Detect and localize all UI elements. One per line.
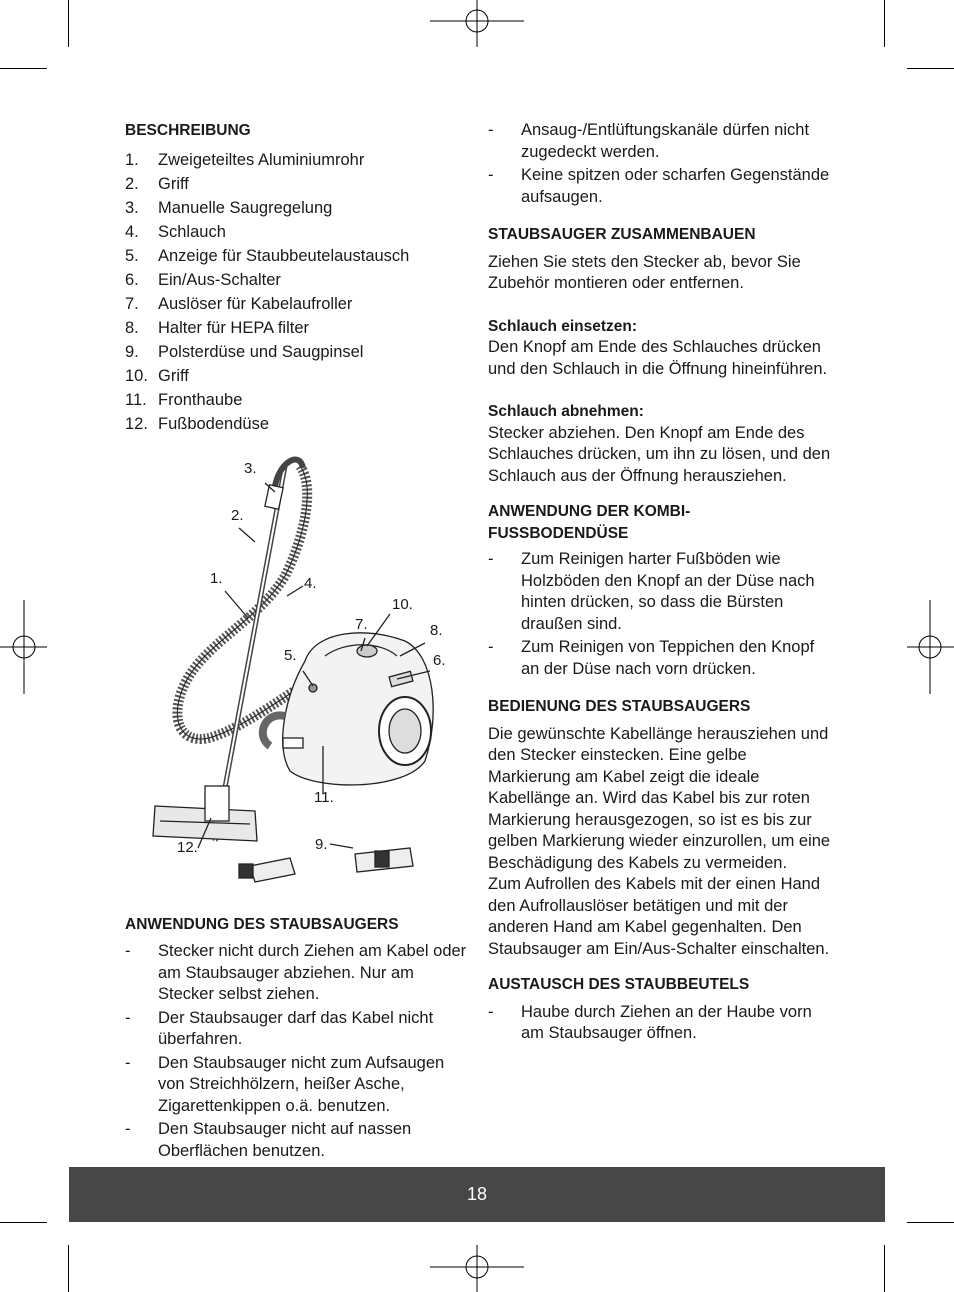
- combi-heading-line2: FUSSBODENDÜSE: [488, 524, 629, 542]
- callout-label: 4.: [304, 574, 317, 592]
- bag-heading: AUSTAUSCH DES STAUBBEUTELS: [488, 976, 750, 993]
- callout-label: 11.: [314, 788, 334, 806]
- item-number: 8.: [125, 318, 139, 337]
- bullet-dash: -: [125, 1053, 131, 1072]
- right-column: [488, 120, 833, 1047]
- crop-mark: [884, 1245, 885, 1292]
- item-text: Den Staubsauger nicht auf nassen Oberflächen benutzen.: [158, 1120, 412, 1160]
- list-item: [125, 220, 470, 244]
- page-number: 18: [466, 1184, 488, 1204]
- callout-label: 12.: [177, 838, 198, 856]
- bullet-dash: -: [125, 1008, 131, 1027]
- list-item: [125, 316, 470, 340]
- assembly-heading: STAUBSAUGER ZUSAMMENBAUEN: [488, 226, 756, 243]
- bullet-dash: -: [488, 550, 494, 568]
- combi-heading: [488, 501, 833, 544]
- insert-hose-label: Schlauch einsetzen:: [488, 317, 638, 335]
- item-text: Auslöser für Kabelaufroller: [158, 294, 353, 313]
- remove-hose-text: Stecker abziehen. Den Knopf am Ende des Schlauches drücken, um ihn zu lösen, und den Schlauch aus der Öffnung herausziehen.: [488, 423, 831, 485]
- item-text: Anzeige für Staubbeutelaustausch: [158, 246, 410, 265]
- list-item: [125, 1008, 470, 1051]
- item-text: Fronthaube: [158, 390, 243, 409]
- item-number: 10.: [125, 366, 148, 385]
- list-item: [125, 412, 470, 436]
- item-number: 5.: [125, 246, 139, 265]
- item-text: Ein/Aus-Schalter: [158, 270, 281, 289]
- bullet-dash: -: [125, 1120, 131, 1138]
- left-column: [125, 120, 470, 1164]
- list-item: [488, 1002, 833, 1045]
- callout-label: 5.: [284, 646, 297, 664]
- remove-hose-label: Schlauch abnehmen:: [488, 403, 644, 420]
- crop-mark: [884, 0, 885, 47]
- usage-heading: ANWENDUNG DES STAUBSAUGERS: [125, 915, 399, 933]
- operation-heading: BEDIENUNG DES STAUBSAUGERS: [488, 698, 751, 715]
- bullet-dash: -: [488, 121, 494, 139]
- registration-mark-icon: [430, 1245, 524, 1292]
- parts-list: [125, 148, 470, 436]
- crop-mark: [907, 68, 954, 69]
- item-number: 6.: [125, 270, 139, 289]
- list-item: [125, 148, 470, 172]
- combi-list: [488, 549, 833, 680]
- list-item: [488, 165, 833, 208]
- bag-list: [488, 1002, 833, 1045]
- registration-mark-icon: [430, 0, 524, 47]
- item-number: 7.: [125, 294, 139, 313]
- description-heading: BESCHREIBUNG: [125, 122, 251, 139]
- item-text: Haube durch Ziehen an der Haube vorn am Staubsauger öffnen.: [521, 1002, 812, 1042]
- item-text: Den Staubsauger nicht zum Aufsaugen von Streichhölzern, heißer Asche, Zigarettenkippen o.ä. benutzen.: [158, 1053, 445, 1115]
- operation-para-1: Die gewünschte Kabellänge herausziehen und den Stecker einstecken. Eine gelbe Markierung am Kabel zeigt die ideale Kabellänge an. Wird das Kabel bis zur roten Markierung herausgezogen, so ist es bis zur gelben Markierung wieder einzurollen, um eine Beschädigung des Kabels zu vermeiden.: [488, 724, 831, 872]
- list-item: [125, 1119, 470, 1162]
- list-item: [125, 292, 470, 316]
- item-text: Zum Reinigen harter Fußböden wie Holzböden den Knopf an der Düse nach hinten drücken, so dass die Bürsten draußen sind.: [521, 550, 815, 633]
- callout-label: 8.: [430, 621, 443, 639]
- item-text: Stecker nicht durch Ziehen am Kabel oder am Staubsauger abziehen. Nur am Stecker selbst ziehen.: [158, 942, 467, 1003]
- list-item: [125, 172, 470, 196]
- item-text: Manuelle Saugregelung: [158, 198, 333, 217]
- bullet-dash: -: [125, 942, 131, 960]
- list-item: [125, 364, 470, 388]
- crop-mark: [68, 0, 69, 47]
- callout-label: 7.: [355, 615, 368, 633]
- crop-mark: [0, 68, 47, 69]
- item-number: 11.: [125, 390, 147, 409]
- callout-label: 9.: [315, 835, 328, 853]
- crop-mark: [68, 1245, 69, 1292]
- item-text: Schlauch: [158, 222, 226, 241]
- crop-mark: [0, 1222, 47, 1223]
- item-text: Der Staubsauger darf das Kabel nicht überfahren.: [158, 1008, 434, 1048]
- list-item: [488, 637, 833, 680]
- item-text: Zweigeteiltes Aluminiumrohr: [158, 150, 365, 169]
- callout-label: 10.: [392, 595, 413, 613]
- bullet-dash: -: [488, 638, 494, 656]
- callout-label: 1.: [210, 569, 223, 587]
- item-text: Zum Reinigen von Teppichen den Knopf an der Düse nach vorn drücken.: [521, 638, 815, 678]
- item-number: 2.: [125, 174, 139, 193]
- vacuum-cleaner-illustration: [135, 446, 446, 896]
- item-number: 9.: [125, 342, 139, 361]
- registration-mark-icon: [907, 600, 954, 694]
- list-item: [125, 388, 470, 412]
- list-item: [488, 120, 833, 163]
- item-text: Griff: [158, 366, 189, 385]
- item-number: 12.: [125, 414, 148, 433]
- callout-label: 6.: [433, 651, 446, 669]
- crop-mark: [907, 1222, 954, 1223]
- operation-para-2: Zum Aufrollen des Kabels mit der einen Hand den Aufrollauslöser betätigen und mit der anderen Hand am Kabel gegenhalten. Den Staubsauger am Ein/Aus-Schalter einschalten.: [488, 875, 830, 958]
- list-item: [125, 340, 470, 364]
- bullet-dash: -: [488, 1002, 494, 1021]
- list-item: [125, 941, 470, 1006]
- list-item: [125, 268, 470, 292]
- item-number: 1.: [125, 150, 139, 169]
- callout-label: 3.: [244, 459, 257, 477]
- insert-hose-text: Den Knopf am Ende des Schlauches drücken und den Schlauch in die Öffnung hineinführen.: [488, 338, 828, 378]
- item-text: Griff: [158, 174, 189, 193]
- usage-list-continued: [488, 120, 833, 208]
- callout-label: 2.: [231, 506, 244, 524]
- bullet-dash: -: [488, 166, 494, 184]
- list-item: [125, 1053, 470, 1118]
- list-item: [125, 244, 470, 268]
- item-number: 3.: [125, 198, 139, 217]
- item-text: Keine spitzen oder scharfen Gegenstände aufsaugen.: [521, 166, 830, 206]
- vacuum-drawing: [135, 446, 435, 896]
- item-text: Halter für HEPA filter: [158, 318, 309, 337]
- list-item: [125, 196, 470, 220]
- item-text: Polsterdüse und Saugpinsel: [158, 342, 364, 361]
- item-number: 4.: [125, 222, 139, 241]
- combi-heading-line1: ANWENDUNG DER KOMBI-: [488, 503, 691, 520]
- item-text: Ansaug-/Entlüftungskanäle dürfen nicht zugedeckt werden.: [521, 121, 810, 161]
- list-item: [488, 549, 833, 635]
- assembly-intro: Ziehen Sie stets den Stecker ab, bevor Sie Zubehör montieren oder entfernen.: [488, 252, 801, 292]
- item-text: Fußbodendüse: [158, 414, 269, 433]
- page-footer: [69, 1167, 885, 1222]
- usage-list: [125, 941, 470, 1162]
- registration-mark-icon: [0, 600, 47, 694]
